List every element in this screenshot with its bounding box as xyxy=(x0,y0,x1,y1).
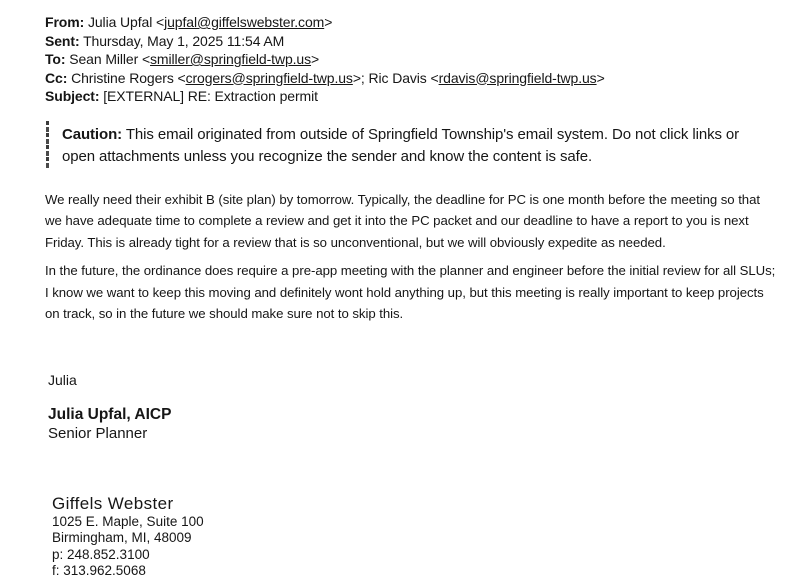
subject-value: [EXTERNAL] RE: Extraction permit xyxy=(103,88,318,104)
cc-email-link-1[interactable]: crogers@springfield-twp.us xyxy=(185,69,353,86)
caution-message: This email originated from outside of Springfield Township's email system. Do not click links or open attachments unless you recognize the sender and know the content is safe. xyxy=(62,125,740,165)
email-header-block xyxy=(45,13,776,106)
signature-salutation: Julia xyxy=(48,371,77,388)
from-name: Julia Upfal < xyxy=(87,14,165,30)
company-address-line-2: Birmingham, MI, 48009 xyxy=(52,530,192,545)
body-paragraph-2: In the future, the ordinance does require a pre-app meeting with the planner and engineer before the initial review for all SLUs; I know we want to keep this moving and definitely wont hold anything up, but this meeting is really important to keep projects on track, so in the future we should make sure not to skip this. xyxy=(45,263,776,321)
company-fax: f: 313.962.5068 xyxy=(52,563,146,578)
cc-name-1: Christine Rogers < xyxy=(71,69,186,86)
from-label: From: xyxy=(45,14,85,30)
sent-label: Sent: xyxy=(45,32,80,49)
header-from-line xyxy=(45,13,776,32)
header-sent-line xyxy=(45,32,776,51)
company-name: Giffels Webster xyxy=(52,493,174,513)
signature-job-title: Senior Planner xyxy=(48,424,148,442)
signature-name: Julia Upfal, AICP xyxy=(48,405,172,423)
cc-close-bracket: > xyxy=(596,69,605,86)
caution-text xyxy=(62,121,756,169)
header-cc-line xyxy=(45,69,776,88)
subject-label: Subject: xyxy=(45,88,100,104)
sent-value: Thursday, May 1, 2025 11:54 AM xyxy=(83,32,285,49)
from-close-bracket: > xyxy=(324,14,333,30)
to-close-bracket: > xyxy=(311,51,320,67)
company-phone: p: 248.852.3100 xyxy=(52,546,150,562)
to-label: To: xyxy=(45,51,66,67)
to-name: Sean Miller < xyxy=(69,51,151,67)
caution-banner xyxy=(46,121,776,169)
cc-email-link-2[interactable]: rdavis@springfield-twp.us xyxy=(438,69,597,86)
header-subject-line xyxy=(45,87,776,106)
caution-label: Caution: xyxy=(62,125,123,143)
body-paragraph-1: We really need their exhibit B (site plan) by tomorrow. Typically, the deadline for PC is one month before the meeting so that we have adequate time to complete a review and get it into the PC packet and our deadline to have a report to you is next Friday. This is already tight for a review that is so unconventional, but we will obviously expedite as needed. xyxy=(45,191,760,250)
caution-left-border-mark xyxy=(46,121,49,169)
cc-mid-part: >; Ric Davis < xyxy=(352,69,439,86)
company-block xyxy=(45,493,776,580)
header-to-line xyxy=(45,50,776,69)
to-email-link[interactable]: smiller@springfield-twp.us xyxy=(150,51,312,67)
company-address-line-1: 1025 E. Maple, Suite 100 xyxy=(52,513,204,529)
from-email-link[interactable]: jupfal@giffelswebster.com xyxy=(164,14,325,30)
cc-label: Cc: xyxy=(45,69,68,86)
